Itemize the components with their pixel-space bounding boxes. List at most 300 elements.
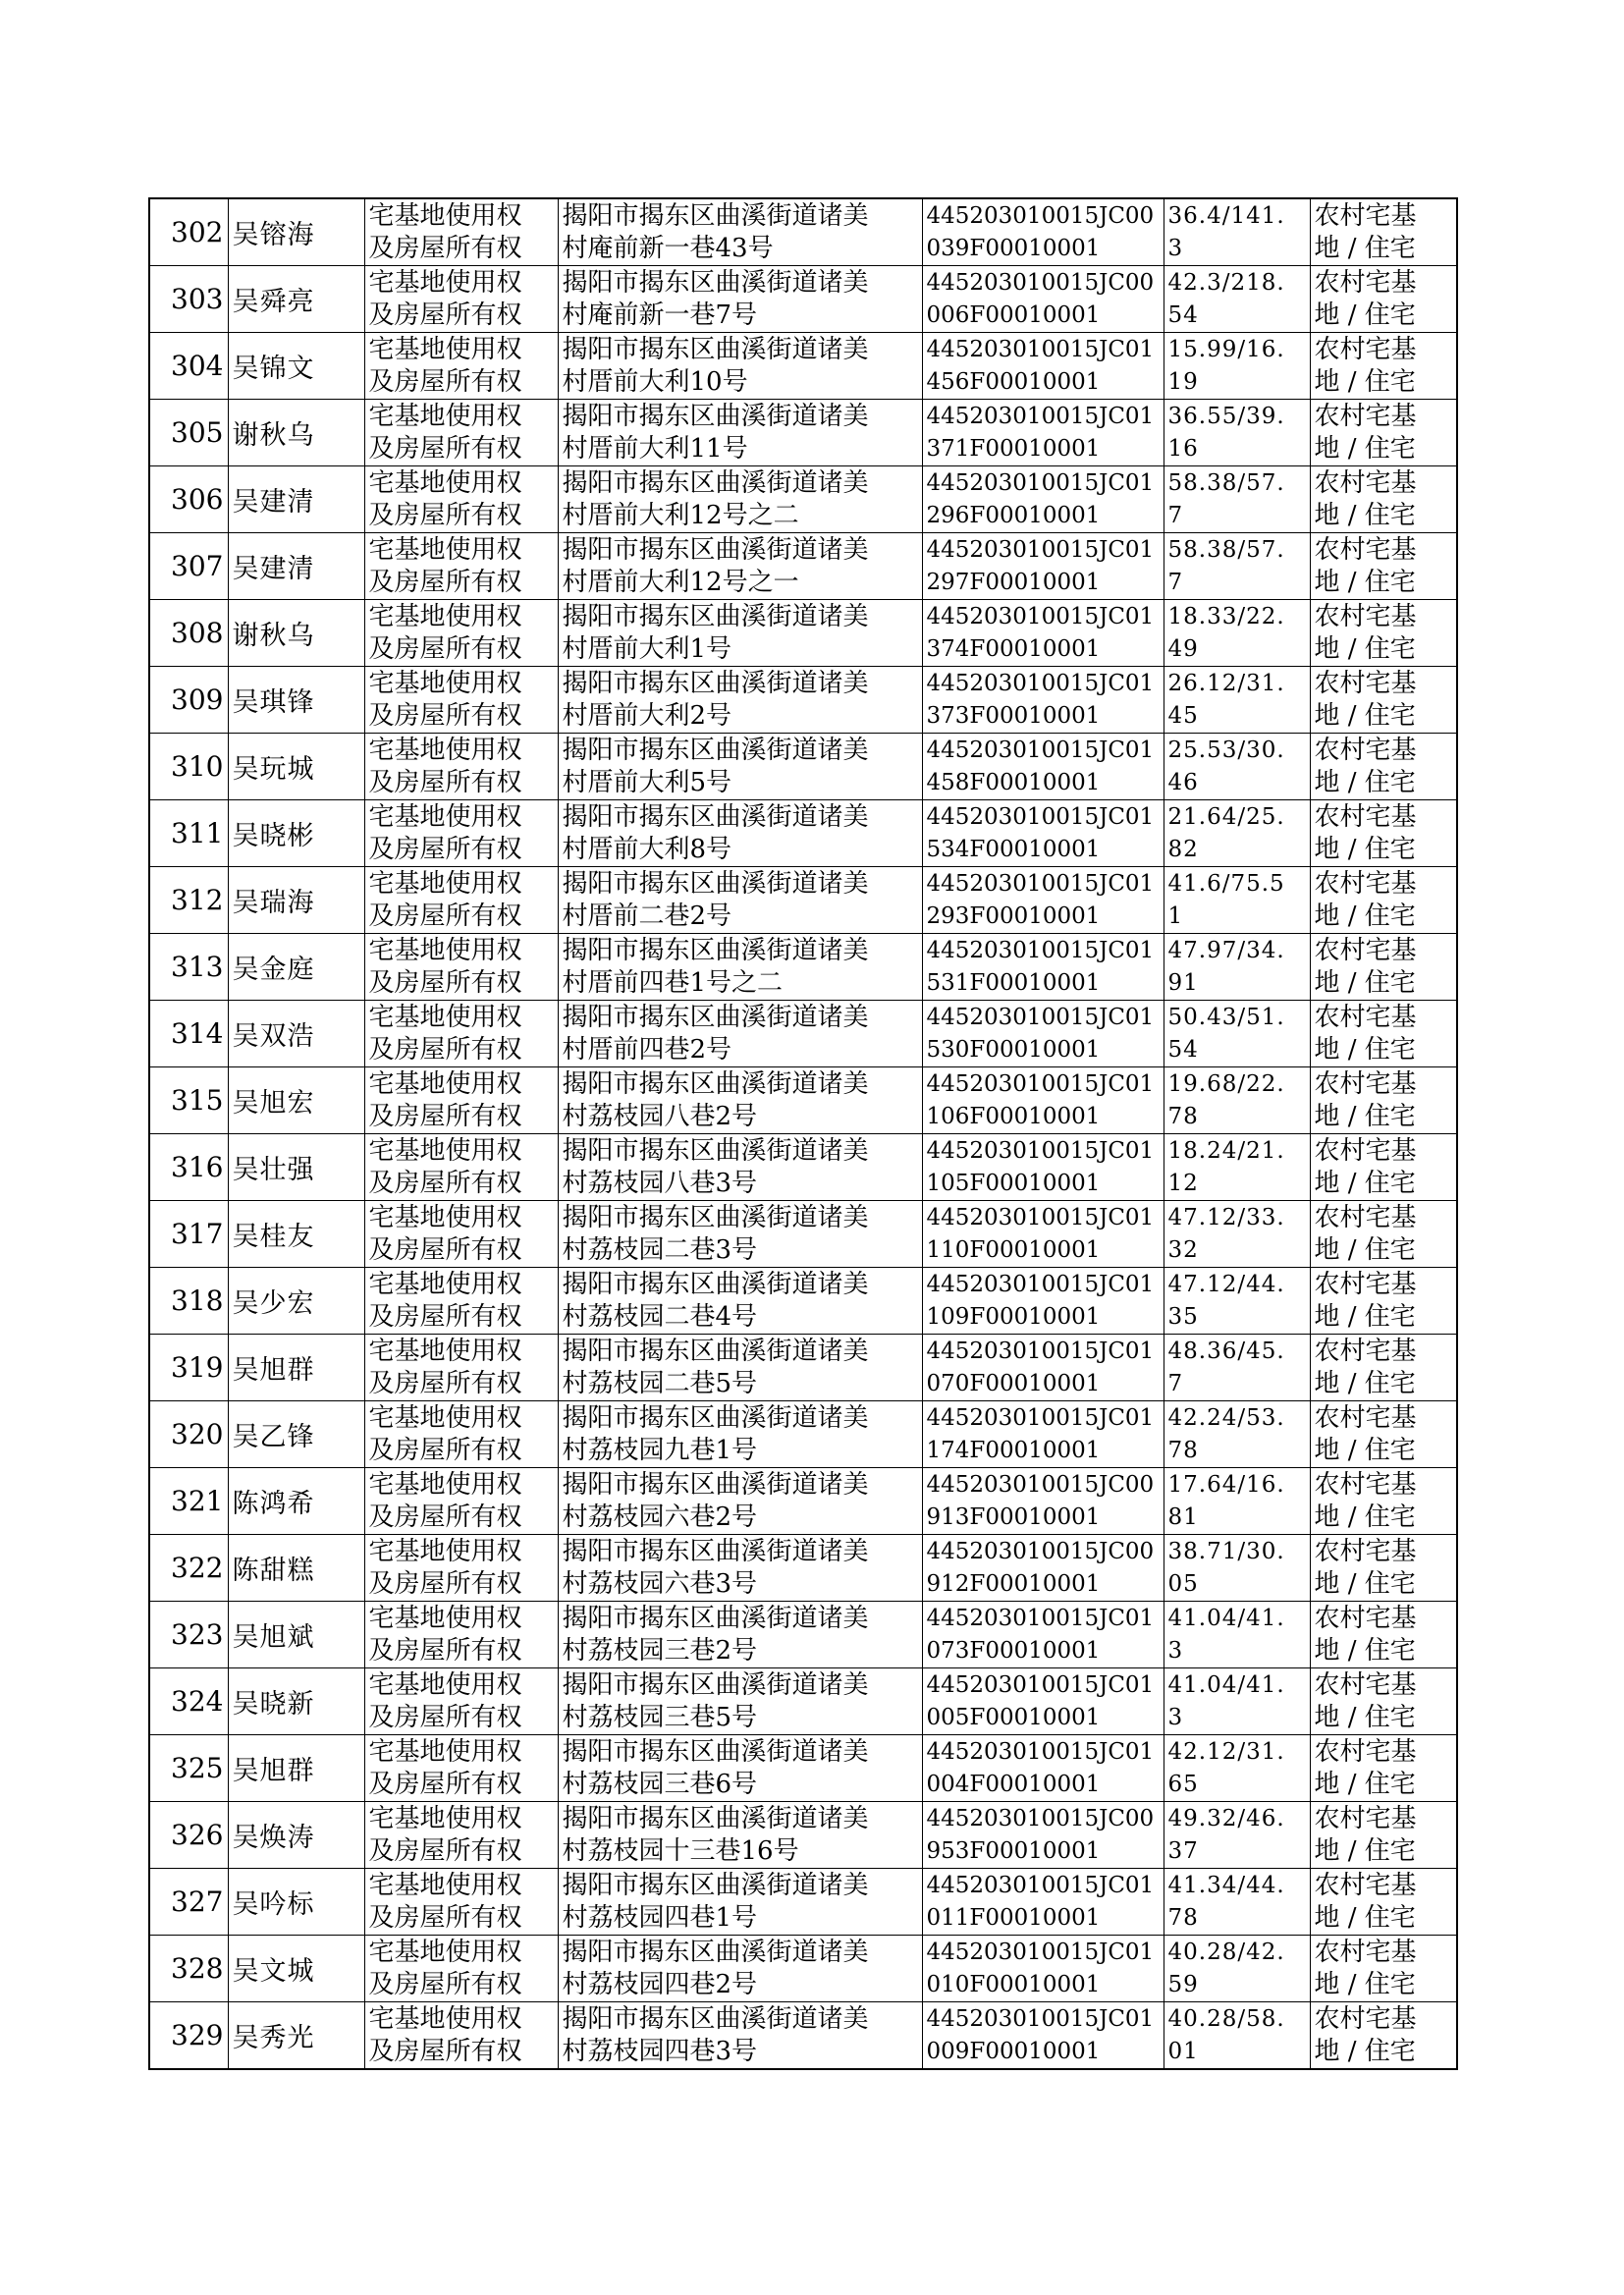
unit-code-line: 004F00010001 <box>926 1772 1101 1797</box>
land-use-cell <box>1310 1668 1457 1735</box>
unit-code-line: 458F00010001 <box>926 770 1101 795</box>
unit-code-line: 912F00010001 <box>926 1571 1101 1597</box>
unit-code-line: 105F00010001 <box>926 1171 1101 1196</box>
property-address-cell <box>558 600 922 667</box>
area-value-line: 82 <box>1167 837 1199 862</box>
area-value-line: 78 <box>1167 1104 1199 1129</box>
area-value-line: 58.38/57. <box>1167 470 1285 496</box>
area-value-line: 41.04/41. <box>1167 1606 1285 1631</box>
unit-code-line: 445203010015JC00 <box>926 1539 1155 1564</box>
property-address-line: 村荔枝园四巷2号 <box>562 1970 758 1999</box>
unit-code-line: 445203010015JC01 <box>926 1940 1155 1965</box>
row-number-cell: 325 <box>149 1735 228 1802</box>
table-row <box>149 1134 1457 1201</box>
table-row <box>149 1936 1457 2002</box>
area-value-line: 18.24/21. <box>1167 1138 1285 1164</box>
area-value-cell <box>1164 400 1310 466</box>
row-number-cell: 323 <box>149 1602 228 1668</box>
land-use-line: 农村宅基 <box>1314 335 1417 364</box>
unit-code-cell <box>922 533 1164 600</box>
unit-code-line: 373F00010001 <box>926 703 1101 729</box>
table-row <box>149 1735 1457 1802</box>
row-number-cell: 306 <box>149 466 228 533</box>
area-value-line: 26.12/31. <box>1167 671 1285 696</box>
unit-code-cell <box>922 1668 1164 1735</box>
property-address-line: 村厝前大利5号 <box>562 768 732 797</box>
right-type-line: 及房屋所有权 <box>368 768 522 797</box>
land-use-line: 农村宅基 <box>1314 736 1417 765</box>
row-number-cell: 321 <box>149 1468 228 1535</box>
unit-code-line: 530F00010001 <box>926 1037 1101 1063</box>
row-number-cell: 312 <box>149 867 228 934</box>
owner-name-cell: 陈甜糕 <box>228 1535 364 1602</box>
unit-code-line: 953F00010001 <box>926 1838 1101 1864</box>
land-use-line: 地 / 住宅 <box>1314 1302 1416 1332</box>
owner-name-cell: 吴瑞海 <box>228 867 364 934</box>
land-use-line: 农村宅基 <box>1314 602 1417 631</box>
area-value-cell <box>1164 2002 1310 2070</box>
land-use-line: 地 / 住宅 <box>1314 1369 1416 1398</box>
unit-code-line: 445203010015JC01 <box>926 1339 1155 1364</box>
right-type-cell <box>364 1401 558 1468</box>
unit-code-line: 445203010015JC01 <box>926 470 1155 496</box>
land-use-line: 地 / 住宅 <box>1314 835 1416 864</box>
land-use-cell <box>1310 1067 1457 1134</box>
unit-code-line: 534F00010001 <box>926 837 1101 862</box>
property-address-line: 村荔枝园二巷5号 <box>562 1369 758 1398</box>
unit-code-cell <box>922 266 1164 333</box>
table-row <box>149 1602 1457 1668</box>
table-row <box>149 1335 1457 1401</box>
unit-code-cell <box>922 1735 1164 1802</box>
property-address-line: 村荔枝园四巷3号 <box>562 2037 758 2066</box>
right-type-line: 及房屋所有权 <box>368 234 522 263</box>
row-number-cell: 305 <box>149 400 228 466</box>
area-value-cell <box>1164 600 1310 667</box>
row-number-cell: 308 <box>149 600 228 667</box>
right-type-cell <box>364 1468 558 1535</box>
land-use-line: 地 / 住宅 <box>1314 301 1416 330</box>
property-address-line: 揭阳市揭东区曲溪街道诸美 <box>562 1537 869 1566</box>
unit-code-cell <box>922 934 1164 1001</box>
property-address-line: 揭阳市揭东区曲溪街道诸美 <box>562 201 869 231</box>
land-use-line: 农村宅基 <box>1314 1069 1417 1099</box>
area-value-line: 46 <box>1167 770 1199 795</box>
area-value-line: 42.3/218. <box>1167 270 1285 296</box>
area-value-line: 40.28/58. <box>1167 2006 1285 2032</box>
land-use-line: 农村宅基 <box>1314 1737 1417 1767</box>
area-value-line: 41.6/75.5 <box>1167 871 1285 897</box>
owner-name-cell: 吴旭群 <box>228 1735 364 1802</box>
land-use-line: 农村宅基 <box>1314 1403 1417 1433</box>
area-value-line: 18.33/22. <box>1167 604 1285 629</box>
land-use-line: 农村宅基 <box>1314 201 1417 231</box>
right-type-line: 宅基地使用权 <box>368 335 522 364</box>
area-value-cell <box>1164 800 1310 867</box>
right-type-line: 及房屋所有权 <box>368 434 522 464</box>
property-address-cell <box>558 1268 922 1335</box>
area-value-line: 41.34/44. <box>1167 1873 1285 1898</box>
property-address-cell <box>558 934 922 1001</box>
area-value-cell <box>1164 533 1310 600</box>
property-address-line: 揭阳市揭东区曲溪街道诸美 <box>562 1203 869 1232</box>
right-type-cell <box>364 1869 558 1936</box>
owner-name-cell: 吴旭群 <box>228 1335 364 1401</box>
land-use-cell <box>1310 1869 1457 1936</box>
area-value-line: 78 <box>1167 1905 1199 1931</box>
unit-code-cell <box>922 1335 1164 1401</box>
land-use-line: 农村宅基 <box>1314 1604 1417 1633</box>
land-use-line: 农村宅基 <box>1314 468 1417 498</box>
table-row <box>149 1401 1457 1468</box>
property-address-line: 揭阳市揭东区曲溪街道诸美 <box>562 1604 869 1633</box>
right-type-line: 及房屋所有权 <box>368 835 522 864</box>
property-address-line: 村荔枝园六巷3号 <box>562 1569 758 1599</box>
right-type-cell <box>364 1668 558 1735</box>
area-value-cell <box>1164 1268 1310 1335</box>
property-address-line: 村荔枝园九巷1号 <box>562 1436 758 1465</box>
unit-code-cell <box>922 2002 1164 2070</box>
right-type-line: 宅基地使用权 <box>368 1337 522 1366</box>
right-type-line: 及房屋所有权 <box>368 1102 522 1131</box>
area-value-line: 78 <box>1167 1438 1199 1463</box>
property-address-line: 村庵前新一巷7号 <box>562 301 758 330</box>
area-value-line: 7 <box>1167 570 1184 595</box>
unit-code-cell <box>922 800 1164 867</box>
area-value-line: 47.97/34. <box>1167 938 1285 963</box>
land-use-line: 地 / 住宅 <box>1314 1035 1416 1065</box>
unit-code-line: 445203010015JC01 <box>926 404 1155 429</box>
land-use-line: 地 / 住宅 <box>1314 968 1416 998</box>
owner-name-cell: 吴双浩 <box>228 1001 364 1067</box>
table-row <box>149 667 1457 734</box>
area-value-line: 42.12/31. <box>1167 1739 1285 1765</box>
land-use-line: 地 / 住宅 <box>1314 1169 1416 1198</box>
property-address-line: 揭阳市揭东区曲溪街道诸美 <box>562 2004 869 2034</box>
unit-code-cell <box>922 1602 1164 1668</box>
table-row <box>149 1802 1457 1869</box>
property-address-line: 揭阳市揭东区曲溪街道诸美 <box>562 402 869 431</box>
right-type-line: 及房屋所有权 <box>368 1836 522 1866</box>
property-address-line: 揭阳市揭东区曲溪街道诸美 <box>562 1270 869 1299</box>
area-value-cell <box>1164 1201 1310 1268</box>
property-address-line: 揭阳市揭东区曲溪街道诸美 <box>562 268 869 298</box>
unit-code-line: 445203010015JC00 <box>926 1806 1155 1831</box>
property-address-cell <box>558 734 922 800</box>
land-use-cell <box>1310 800 1457 867</box>
property-address-line: 揭阳市揭东区曲溪街道诸美 <box>562 1938 869 1967</box>
property-address-line: 揭阳市揭东区曲溪街道诸美 <box>562 1470 869 1500</box>
unit-code-cell <box>922 1067 1164 1134</box>
right-type-cell <box>364 1802 558 1869</box>
owner-name-cell: 吴吟标 <box>228 1869 364 1936</box>
unit-code-line: 445203010015JC01 <box>926 537 1155 563</box>
area-value-line: 19.68/22. <box>1167 1071 1285 1097</box>
property-address-line: 村厝前四巷1号之二 <box>562 968 784 998</box>
property-address-cell <box>558 1201 922 1268</box>
land-use-line: 农村宅基 <box>1314 669 1417 698</box>
right-type-line: 宅基地使用权 <box>368 869 522 899</box>
row-number-cell: 311 <box>149 800 228 867</box>
right-type-line: 及房屋所有权 <box>368 1770 522 1799</box>
unit-code-line: 445203010015JC01 <box>926 337 1155 362</box>
land-use-line: 地 / 住宅 <box>1314 1770 1416 1799</box>
land-use-cell <box>1310 1201 1457 1268</box>
owner-name-cell: 陈鸿希 <box>228 1468 364 1535</box>
property-address-line: 村荔枝园六巷2号 <box>562 1503 758 1532</box>
property-address-cell <box>558 466 922 533</box>
area-value-line: 41.04/41. <box>1167 1672 1285 1698</box>
right-type-cell <box>364 1067 558 1134</box>
area-value-line: 45 <box>1167 703 1199 729</box>
land-use-cell <box>1310 1401 1457 1468</box>
property-address-line: 村厝前大利1号 <box>562 634 732 664</box>
land-use-cell <box>1310 1468 1457 1535</box>
area-value-line: 15.99/16. <box>1167 337 1285 362</box>
row-number-cell: 320 <box>149 1401 228 1468</box>
property-address-line: 揭阳市揭东区曲溪街道诸美 <box>562 1670 869 1700</box>
area-value-cell <box>1164 667 1310 734</box>
area-value-line: 12 <box>1167 1171 1199 1196</box>
area-value-cell <box>1164 1802 1310 1869</box>
right-type-line: 宅基地使用权 <box>368 1136 522 1166</box>
row-number-cell: 326 <box>149 1802 228 1869</box>
table-row <box>149 1201 1457 1268</box>
property-address-line: 村厝前大利10号 <box>562 367 748 397</box>
land-use-cell <box>1310 1602 1457 1668</box>
land-use-line: 农村宅基 <box>1314 268 1417 298</box>
land-use-line: 地 / 住宅 <box>1314 501 1416 530</box>
unit-code-line: 009F00010001 <box>926 2039 1101 2064</box>
right-type-line: 宅基地使用权 <box>368 669 522 698</box>
unit-code-cell <box>922 1535 1164 1602</box>
area-value-line: 25.53/30. <box>1167 738 1285 763</box>
owner-name-cell: 吴晓彬 <box>228 800 364 867</box>
owner-name-cell: 吴锦文 <box>228 333 364 400</box>
unit-code-line: 106F00010001 <box>926 1104 1101 1129</box>
property-address-line: 村荔枝园十三巷16号 <box>562 1836 799 1866</box>
land-use-cell <box>1310 1268 1457 1335</box>
table-row <box>149 333 1457 400</box>
area-value-line: 47.12/33. <box>1167 1205 1285 1230</box>
land-use-cell <box>1310 934 1457 1001</box>
right-type-cell <box>364 333 558 400</box>
area-value-line: 21.64/25. <box>1167 804 1285 830</box>
unit-code-line: 531F00010001 <box>926 970 1101 996</box>
property-address-cell <box>558 1468 922 1535</box>
area-value-line: 49 <box>1167 636 1199 662</box>
property-address-cell <box>558 1668 922 1735</box>
owner-name-cell: 谢秋乌 <box>228 400 364 466</box>
unit-code-cell <box>922 1936 1164 2002</box>
unit-code-line: 371F00010001 <box>926 436 1101 462</box>
land-use-line: 农村宅基 <box>1314 1337 1417 1366</box>
unit-code-cell <box>922 333 1164 400</box>
property-address-line: 村厝前二巷2号 <box>562 902 732 931</box>
property-address-line: 揭阳市揭东区曲溪街道诸美 <box>562 1136 869 1166</box>
property-address-cell <box>558 1067 922 1134</box>
land-use-line: 农村宅基 <box>1314 1670 1417 1700</box>
property-address-cell <box>558 400 922 466</box>
unit-code-line: 039F00010001 <box>926 236 1101 261</box>
property-address-cell <box>558 1134 922 1201</box>
row-number-cell: 328 <box>149 1936 228 2002</box>
unit-code-line: 445203010015JC01 <box>926 1071 1155 1097</box>
table-row <box>149 1468 1457 1535</box>
area-value-line: 54 <box>1167 1037 1199 1063</box>
unit-code-cell <box>922 667 1164 734</box>
table-row <box>149 1668 1457 1735</box>
table-row <box>149 266 1457 333</box>
owner-name-cell: 吴少宏 <box>228 1268 364 1335</box>
right-type-line: 宅基地使用权 <box>368 1270 522 1299</box>
unit-code-cell <box>922 867 1164 934</box>
table-row <box>149 800 1457 867</box>
land-use-line: 农村宅基 <box>1314 1938 1417 1967</box>
area-value-line: 47.12/44. <box>1167 1272 1285 1297</box>
land-use-line: 农村宅基 <box>1314 1871 1417 1900</box>
land-use-line: 地 / 住宅 <box>1314 1569 1416 1599</box>
right-type-line: 及房屋所有权 <box>368 902 522 931</box>
area-value-cell <box>1164 1668 1310 1735</box>
area-value-line: 7 <box>1167 503 1184 528</box>
unit-code-line: 006F00010001 <box>926 302 1101 328</box>
table-row <box>149 934 1457 1001</box>
unit-code-cell <box>922 198 1164 266</box>
area-value-line: 91 <box>1167 970 1199 996</box>
right-type-line: 及房屋所有权 <box>368 1369 522 1398</box>
land-use-line: 农村宅基 <box>1314 936 1417 965</box>
row-number-cell: 304 <box>149 333 228 400</box>
land-use-line: 地 / 住宅 <box>1314 1235 1416 1265</box>
unit-code-line: 109F00010001 <box>926 1304 1101 1330</box>
land-use-line: 地 / 住宅 <box>1314 902 1416 931</box>
property-address-cell <box>558 333 922 400</box>
unit-code-cell <box>922 466 1164 533</box>
right-type-cell <box>364 2002 558 2070</box>
row-number-cell: 318 <box>149 1268 228 1335</box>
land-use-line: 地 / 住宅 <box>1314 768 1416 797</box>
area-value-line: 7 <box>1167 1371 1184 1396</box>
unit-code-line: 445203010015JC01 <box>926 738 1155 763</box>
table-row <box>149 466 1457 533</box>
property-address-cell <box>558 800 922 867</box>
right-type-cell <box>364 934 558 1001</box>
land-use-line: 地 / 住宅 <box>1314 634 1416 664</box>
owner-name-cell: 吴玩城 <box>228 734 364 800</box>
owner-name-cell: 吴桂友 <box>228 1201 364 1268</box>
property-address-cell <box>558 1001 922 1067</box>
property-address-cell <box>558 1802 922 1869</box>
area-value-line: 38.71/30. <box>1167 1539 1285 1564</box>
unit-code-line: 913F00010001 <box>926 1504 1101 1530</box>
property-address-line: 揭阳市揭东区曲溪街道诸美 <box>562 335 869 364</box>
area-value-line: 35 <box>1167 1304 1199 1330</box>
property-address-line: 村厝前大利8号 <box>562 835 732 864</box>
right-type-line: 及房屋所有权 <box>368 1970 522 1999</box>
unit-code-line: 445203010015JC01 <box>926 938 1155 963</box>
unit-code-line: 010F00010001 <box>926 1972 1101 1997</box>
owner-name-cell: 吴镕海 <box>228 198 364 266</box>
property-address-line: 揭阳市揭东区曲溪街道诸美 <box>562 869 869 899</box>
right-type-line: 宅基地使用权 <box>368 1069 522 1099</box>
area-value-cell <box>1164 934 1310 1001</box>
right-type-cell <box>364 734 558 800</box>
property-address-line: 揭阳市揭东区曲溪街道诸美 <box>562 936 869 965</box>
property-address-line: 揭阳市揭东区曲溪街道诸美 <box>562 669 869 698</box>
row-number-cell: 316 <box>149 1134 228 1201</box>
right-type-line: 宅基地使用权 <box>368 535 522 565</box>
area-value-line: 3 <box>1167 1705 1184 1730</box>
right-type-line: 及房屋所有权 <box>368 1436 522 1465</box>
owner-name-cell: 吴旭宏 <box>228 1067 364 1134</box>
land-use-line: 地 / 住宅 <box>1314 1636 1416 1666</box>
area-value-line: 54 <box>1167 302 1199 328</box>
right-type-line: 及房屋所有权 <box>368 1235 522 1265</box>
property-address-line: 揭阳市揭东区曲溪街道诸美 <box>562 1737 869 1767</box>
land-use-line: 地 / 住宅 <box>1314 1836 1416 1866</box>
property-address-cell <box>558 533 922 600</box>
owner-name-cell: 吴壮强 <box>228 1134 364 1201</box>
area-value-line: 17.64/16. <box>1167 1472 1285 1498</box>
table-row <box>149 1001 1457 1067</box>
unit-code-cell <box>922 1468 1164 1535</box>
right-type-line: 及房屋所有权 <box>368 1703 522 1732</box>
unit-code-line: 296F00010001 <box>926 503 1101 528</box>
area-value-line: 3 <box>1167 1638 1184 1664</box>
unit-code-cell <box>922 1869 1164 1936</box>
unit-code-line: 297F00010001 <box>926 570 1101 595</box>
area-value-cell <box>1164 1468 1310 1535</box>
property-address-line: 村荔枝园三巷5号 <box>562 1703 758 1732</box>
right-type-line: 及房屋所有权 <box>368 2037 522 2066</box>
row-number-cell: 314 <box>149 1001 228 1067</box>
right-type-line: 宅基地使用权 <box>368 802 522 832</box>
table-row <box>149 600 1457 667</box>
unit-code-line: 445203010015JC01 <box>926 1672 1155 1698</box>
right-type-line: 宅基地使用权 <box>368 1604 522 1633</box>
land-use-cell <box>1310 2002 1457 2070</box>
right-type-cell <box>364 600 558 667</box>
owner-name-cell: 吴旭斌 <box>228 1602 364 1668</box>
right-type-line: 及房屋所有权 <box>368 634 522 664</box>
land-use-cell <box>1310 1535 1457 1602</box>
property-address-line: 揭阳市揭东区曲溪街道诸美 <box>562 468 869 498</box>
property-address-line: 村厝前大利12号之二 <box>562 501 799 530</box>
registration-table-body <box>149 198 1457 2069</box>
table-row <box>149 533 1457 600</box>
row-number-cell: 322 <box>149 1535 228 1602</box>
land-use-line: 地 / 住宅 <box>1314 234 1416 263</box>
land-use-line: 农村宅基 <box>1314 1136 1417 1166</box>
right-type-cell <box>364 867 558 934</box>
property-address-line: 村荔枝园三巷2号 <box>562 1636 758 1666</box>
area-value-line: 36.4/141. <box>1167 203 1285 229</box>
land-use-line: 地 / 住宅 <box>1314 568 1416 597</box>
land-use-line: 农村宅基 <box>1314 1470 1417 1500</box>
land-use-cell <box>1310 198 1457 266</box>
right-type-line: 及房屋所有权 <box>368 701 522 731</box>
land-use-line: 农村宅基 <box>1314 402 1417 431</box>
area-value-cell <box>1164 1335 1310 1401</box>
right-type-line: 宅基地使用权 <box>368 201 522 231</box>
land-use-line: 农村宅基 <box>1314 1537 1417 1566</box>
property-address-line: 揭阳市揭东区曲溪街道诸美 <box>562 1337 869 1366</box>
area-value-line: 58.38/57. <box>1167 537 1285 563</box>
unit-code-line: 445203010015JC01 <box>926 671 1155 696</box>
area-value-line: 1 <box>1167 903 1184 929</box>
property-address-cell <box>558 1535 922 1602</box>
